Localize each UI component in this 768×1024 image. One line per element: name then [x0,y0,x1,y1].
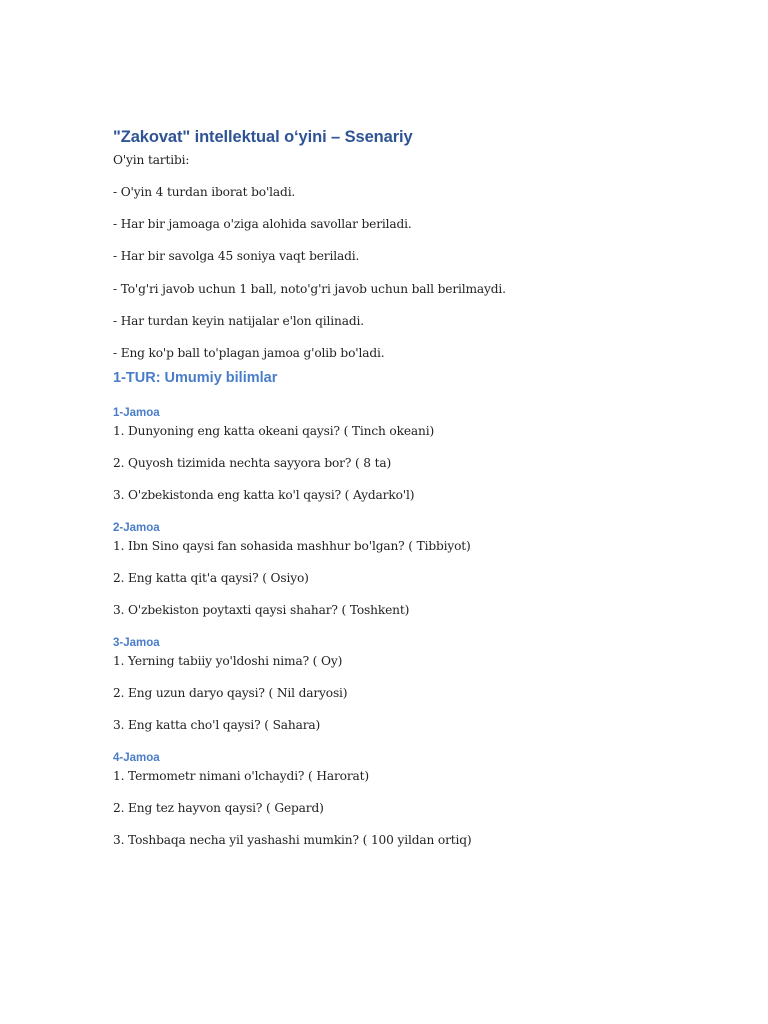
document-page [113,124,713,862]
rule-item: - Har bir jamoaga o'ziga alohida savollar beriladi. [113,217,412,232]
rules-list [113,182,713,367]
question-item: 1. Dunyoning eng katta okeani qaysi? ( Tinch okeani) [113,423,435,438]
question-item: 3. O'zbekistonda eng katta ko'l qaysi? ( Aydarko'l) [113,488,415,503]
team-heading: 2-Jamoa [113,521,160,534]
question-item: 2. Eng tez hayvon qaysi? ( Gepard) [113,800,324,815]
question-item: 2. Eng katta qit'a qaysi? ( Osiyo) [113,571,309,585]
question-item: 3. Eng katta cho'l qaysi? ( Sahara) [113,718,321,733]
question-item: 1. Yerning tabiiy yo'ldoshi nima? ( Oy) [113,653,343,668]
round-title: 1-TUR: Umumiy bilimlar [113,369,278,386]
team-section [113,403,713,518]
question-item: 1. Termometr nimani o'lchaydi? ( Harorat) [113,768,369,783]
team-heading: 4-Jamoa [113,751,160,764]
team-section [113,518,713,633]
team-heading: 3-Jamoa [113,636,160,649]
rule-item: - Eng ko'p ball to'plagan jamoa g'olib bo'ladi. [113,345,385,360]
document-title: "Zakovat" intellektual o‘yini – Ssenariy [113,128,413,146]
question-item: 1. Ibn Sino qaysi fan sohasida mashhur bo'lgan? ( Tibbiyot) [113,538,471,553]
team-heading: 1-Jamoa [113,406,160,419]
rule-item: - Har bir savolga 45 soniya vaqt beriladi. [113,249,360,264]
rule-item: - Har turdan keyin natijalar e'lon qilinadi. [113,313,364,328]
rules-heading: O'yin tartibi: [113,153,190,167]
rule-item: - O'yin 4 turdan iborat bo'ladi. [113,185,296,199]
question-item: 3. Toshbaqa necha yil yashashi mumkin? ( 100 yildan ortiq) [113,832,472,847]
question-item: 2. Eng uzun daryo qaysi? ( Nil daryosi) [113,685,348,700]
team-section [113,748,713,863]
rule-item: - To'g'ri javob uchun 1 ball, noto'g'ri javob uchun ball berilmaydi. [113,281,506,296]
team-section [113,633,713,748]
question-item: 3. O'zbekiston poytaxti qaysi shahar? ( Toshkent) [113,603,410,618]
question-item: 2. Quyosh tizimida nechta sayyora bor? ( 8 ta) [113,456,392,471]
